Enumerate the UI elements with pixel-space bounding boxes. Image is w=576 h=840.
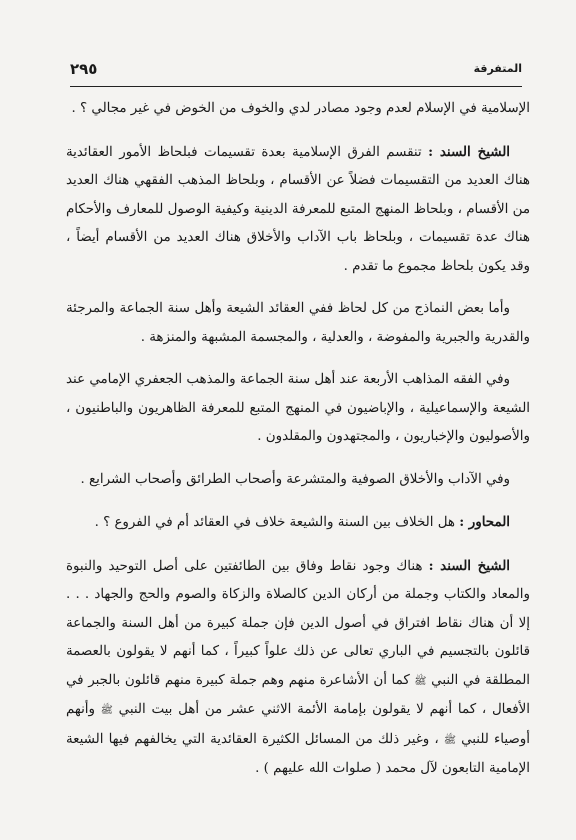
paragraph-3: وأما بعض النماذج من كل لحاظ ففي العقائد الشيعة وأهل سنة الجماعة والمرجئة والقدرية والجبرية والمفوضة ، والعدلية ، والمجسمة المشبهة والمنزهة . [66,301,530,345]
paragraph-6-text: هل الخلاف بين السنة والشيعة خلاف في العقائد أم في الفروع ؟ . [94,515,455,530]
paragraph-5: وفي الآداب والأخلاق الصوفية والمتشرعة وأصحاب الطرائق وأصحاب الشرايع . [80,471,510,487]
paragraph-4: وفي الفقه المذاهب الأربعة عند أهل سنة الجماعة والمذهب الجعفري الإمامي عند الشيعة والإسماعيلية ، والإباضيون في المنهج المتبع للمعرفة الظاهريون والباطنيون ، والأصوليون والإخباريون ، والمجتهدون والمقلدون . [66,372,530,444]
paragraph-2 [66,138,530,282]
paragraph-6 [66,508,530,538]
paragraph-2-text: تنقسم الفرق الإسلامية بعدة تقسيمات فبلحاظ الأمور العقائدية هناك العديد من التقسيمات فضلاً عن الأقسام ، وبلحاظ المذهب الفقهي هناك العديد من الأقسام ، وبلحاظ المنهج المتبع للمعرفة الدينية وكيفية الوصول للمعارف والأحكام هناك عدة تقسيمات ، وبلحاظ باب الآداب والأخلاق هناك العديد من الأقسام أيضاً ، وقد يكون بلحاظ مجموع ما تقدم . [66,144,530,274]
page-number: ٢٩٥ [70,60,98,78]
paragraph-7 [66,552,530,784]
paragraph-1: الإسلامية في الإسلام لعدم وجود مصادر لدي والخوف من الخوض في غير مجالي ؟ . [71,101,530,116]
speaker-label-sanad-2: الشيخ السند : [428,557,510,574]
page-header [70,62,522,82]
salawat-symbol: ﷺ [414,675,427,687]
paragraph-7-text-d: ، وغير ذلك من المسائل الكثيرة العقائدية التي يخالفهم فيها الشيعة الإمامية التابعون لآل محمد ( صلوات الله عليهم ) . [66,731,530,776]
salawat-symbol: ﷺ [100,705,113,716]
header-rule [70,86,522,87]
speaker-label-interviewer: المحاور : [459,514,510,530]
paragraph-7-text-a: هناك وجود نقاط وفاق بين الطائفتين على أصل التوحيد والنبوة والمعاد والكتاب وجملة من أركان الدين كالصلاة والزكاة والصوم والحج والجهاد . . . إلا أن هناك نقاط افتراق في أصول الدين فإن جملة كبيرة من أهل السنة والجماعة قائلون بالتجسيم في الباري تعالى عن ذلك علواً كبيراً ، كما أنهم لا يقولون بالعصمة المطلقة في النبي [66,558,530,688]
running-title: المتفرقة [473,62,522,75]
speaker-label-sanad: الشيخ السند : [428,143,511,160]
paragraph-7-text-b: كما أن الأشاعرة منهم وهم جملة كبيرة منهم قائلون بالجبر في الأفعال ، كما أنهم لا يقولون بإمامة الأئمة الاثني عشر من أهل بيت النبي [66,672,530,717]
salawat-symbol: ﷺ [443,734,456,746]
paragraph-7-text-c: وأنهم أوصياء للنبي [66,702,530,747]
page-body [66,95,530,784]
